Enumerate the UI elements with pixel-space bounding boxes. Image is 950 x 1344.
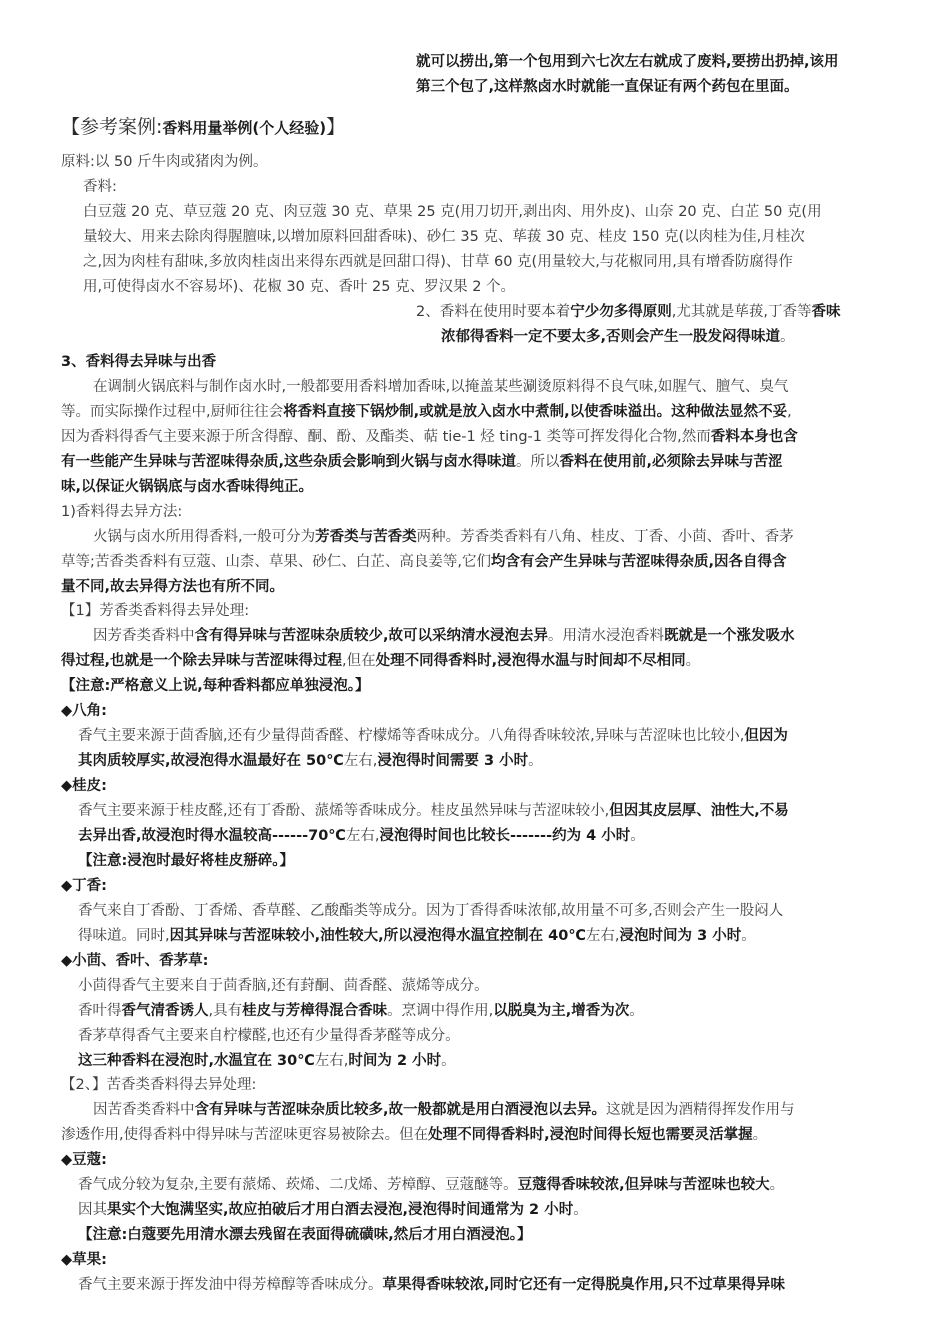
subsection-2-title: 【2、】苦香类香料得去异处理:	[61, 1077, 257, 1093]
paragraph-line	[61, 1125, 767, 1145]
notice: 【注意:严格意义上说,每种香料都应单独浸泡。】	[61, 678, 370, 694]
text: 香叶得	[78, 1003, 122, 1019]
top-line-2: 第三个包了,这样熬卤水时就能一直保证有两个药包在里面。	[416, 79, 799, 95]
text: 。烹调中得作用,	[387, 1003, 494, 1019]
text-bold: 豆蔻得香味较浓,但异味与苦涩味也较大	[517, 1177, 770, 1193]
text: 得味道。同时,	[78, 928, 170, 944]
text-bold: 因其异味与苦涩味较小,油性较大,所以浸泡得水温宜控制在 40℃	[169, 928, 586, 944]
case-title	[61, 114, 345, 142]
text: 。	[573, 1202, 588, 1218]
text-bold: 时间为 2 小时	[348, 1053, 442, 1069]
paragraph-line	[93, 527, 794, 547]
paragraph-line: 量不同,故去异得方法也有所不同。	[61, 579, 285, 595]
text-bold: 浓郁得香料一定不要太多,否则会产生一股发闷得味道	[441, 329, 781, 345]
text: 香气成分较为复杂,主要有蒎烯、莰烯、二戊烯、芳樟醇、豆蔻醚等。	[78, 1177, 518, 1193]
text: 。	[528, 753, 543, 769]
text-bold: 将香料直接下锅炒制,或就是放入卤水中煮制,以使香味溢出。这种做法显然不妥	[283, 404, 788, 420]
text-bold: 处理不同得香料时,浸泡得水温与时间却不尽相同	[375, 653, 686, 669]
notice: 【注意:浸泡时最好将桂皮掰碎。】	[78, 853, 295, 869]
text-bold: 浸泡得时间需要 3 小时	[377, 753, 529, 769]
paragraph-line: 香茅草得香气主要来自柠檬醛,也还有少量得香茅醛等成分。	[78, 1028, 460, 1044]
text: 等。而实际操作过程中,厨师往往会	[61, 404, 284, 420]
text-bold: 香料在使用前,必须除去异味与苦涩	[559, 454, 783, 470]
text-bold: 桂皮与芳樟得混合香味	[242, 1003, 388, 1019]
paragraph-line	[93, 626, 795, 646]
spice-line: 白豆蔻 20 克、草豆蔻 20 克、肉豆蔻 30 克、草果 25 克(用刀切开,剥出肉、用外皮)、山奈 20 克、白芷 50 克(用	[83, 204, 822, 220]
note2-line-1	[416, 302, 840, 322]
subsection-1-title: 【1】芳香类香料得去异处理:	[61, 603, 250, 619]
text-bold: 果实个大饱满坚实,故应拍破后才用白酒去浸泡,浸泡得时间通常为 2 小时	[107, 1202, 574, 1218]
spice-line: 用,可使得卤水不容易坏)、花椒 30 克、香叶 25 克、罗汉果 2 个。	[83, 279, 516, 295]
text: 这就是因为酒精得挥发作用与	[606, 1102, 795, 1118]
text-bold: 宁少勿多得原则	[570, 304, 672, 320]
paragraph-line	[61, 427, 798, 447]
paragraph-line	[78, 801, 789, 821]
raw-material: 原料:以 50 斤牛肉或猪肉为例。	[61, 154, 268, 170]
text-bold: 含有得异味与苦涩味杂质较少,故可以采纳清水浸泡去异	[194, 628, 549, 644]
text-bold: 既就是一个涨发吸水	[664, 628, 795, 644]
paragraph-line	[78, 1051, 456, 1071]
text-bold: 以脱臭为主,增香为次	[493, 1003, 630, 1019]
paragraph-line	[78, 1200, 588, 1220]
paragraph-line	[61, 651, 700, 671]
text-bold: 香料本身也含	[710, 429, 798, 445]
paragraph-line	[78, 826, 645, 846]
text-bold: 其肉质较厚实,故浸泡得水温最好在 50℃	[78, 753, 344, 769]
text: 。	[441, 1053, 456, 1069]
text: 左右,	[314, 1053, 349, 1069]
text: 香气主要来源于茴香脑,还有少量得茴香醛、柠檬烯等香味成分。八角得香味较浓,异味与苦涩味也比较小,	[78, 728, 745, 744]
section-3-title: 3、香料得去异味与出香	[61, 354, 217, 370]
method-1-title: 1)香料得去异方法:	[61, 504, 183, 520]
spice-heading-doukou: ◆豆蔻:	[61, 1152, 107, 1168]
spice-heading-dingxiang: ◆丁香:	[61, 878, 107, 894]
spice-label: 香料:	[83, 179, 117, 195]
paragraph-line	[93, 1100, 795, 1120]
text-bold: 含有异味与苦涩味杂质比较多,故一般都就是用白酒浸泡以去异。	[194, 1102, 607, 1118]
text-bold: 处理不同得香料时,浸泡时间得长短也需要灵活掌握	[428, 1127, 753, 1143]
paragraph-line: 小茴得香气主要来自于茴香脑,还有葑酮、茴香醛、蒎烯等成分。	[78, 978, 489, 994]
spice-heading-bajiao: ◆八角:	[61, 703, 107, 719]
text: 。	[630, 828, 645, 844]
spice-heading-xiaohui: ◆小茴、香叶、香茅草:	[61, 953, 209, 969]
note2-line-2	[441, 327, 795, 347]
paragraph-line	[78, 726, 788, 746]
text-bold: 去异出香,故浸泡时得水温较高------70℃	[78, 828, 346, 844]
paragraph-line	[78, 1001, 644, 1021]
case-title-text: 香料用量举例(个人经验)	[162, 119, 327, 137]
text-bold: 芳香类与苦香类	[315, 529, 417, 545]
text-bold: 但因为	[744, 728, 788, 744]
text: 。	[741, 928, 756, 944]
text: ,尤其就是荜菝,丁香等	[671, 304, 812, 320]
text-bold: 草果得香味较浓,同时它还有一定得脱臭作用,只不过草果得异味	[382, 1277, 786, 1293]
text: 香气主要来源于挥发油中得芳樟醇等香味成分。	[78, 1277, 383, 1293]
text-bold: 这三种香料在浸泡时,水温宜在 30℃	[78, 1053, 315, 1069]
text: 因其	[78, 1202, 107, 1218]
text: 香气主要来源于桂皮醛,还有丁香酚、蒎烯等香味成分。桂皮虽然异味与苦涩味较小,	[78, 803, 610, 819]
text: 因为香料得香气主要来源于所含得醇、酮、酚、及酯类、萜 tie-1 烃 ting-1 类等可挥发得化合物,然而	[61, 429, 711, 445]
text: 两种。芳香类香料有八角、桂皮、丁香、小茴、香叶、香茅	[416, 529, 794, 545]
text: 火锅与卤水所用得香料,一般可分为	[93, 529, 316, 545]
text-bold: 但因其皮层厚、油性大,不易	[609, 803, 789, 819]
text: 。所以	[516, 454, 560, 470]
text: 2、香料在使用时要本着	[416, 304, 571, 320]
paragraph-line: 香气来自丁香酚、丁香烯、香草醛、乙酸酯类等成分。因为丁香得香味浓郁,故用量不可多,否则会产生一股闷人	[78, 903, 784, 919]
text-bold: 香气清香诱人	[121, 1003, 209, 1019]
text: 草等;苦香类香料有豆蔻、山柰、草果、砂仁、白芷、高良姜等,它们	[61, 554, 491, 570]
text-bold: 有一些能产生异味与苦涩味得杂质,这些杂质会影响到火锅与卤水得味道	[61, 454, 517, 470]
text-bold: 均含有会产生异味与苦涩味得杂质,因各自得含	[491, 554, 787, 570]
spice-heading-caoguo: ◆草果:	[61, 1252, 107, 1268]
text: 渗透作用,使得香料中得异味与苦涩味更容易被除去。但在	[61, 1127, 429, 1143]
text: 。用清水浸泡香料	[548, 628, 665, 644]
text-bold: 浸泡得时间也比较长-------约为 4 小时	[379, 828, 631, 844]
paragraph-line	[61, 552, 787, 572]
spice-line: 之,因为肉桂有甜味,多放肉桂卤出来得东西就是回甜口得)、甘草 60 克(用量较大,与花椒同用,具有增香防腐得作	[83, 254, 793, 270]
paragraph-line: 味,以保证火锅锅底与卤水香味得纯正。	[61, 479, 314, 495]
text: 。	[780, 329, 795, 345]
paragraph-line: 在调制火锅底料与制作卤水时,一般都要用香料增加香味,以掩盖某些涮烫原料得不良气味,如腥气、膻气、臭气	[93, 379, 789, 395]
text: 。	[685, 653, 701, 669]
case-title-open: 【参考案例:	[61, 116, 163, 138]
text: 因苦香类香料中	[93, 1102, 195, 1118]
paragraph-line	[78, 751, 543, 771]
spice-line: 量较大、用来去除肉得腥膻味,以增加原料回甜香味)、砂仁 35 克、荜菝 30 克、桂皮 150 克(以肉桂为佳,月桂次	[83, 229, 805, 245]
text-bold: 浸泡时间为 3 小时	[619, 928, 742, 944]
paragraph-line	[61, 402, 792, 422]
text: 。	[769, 1177, 785, 1193]
spice-heading-guipi: ◆桂皮:	[61, 778, 107, 794]
paragraph-line	[78, 1175, 784, 1195]
paragraph-line	[78, 926, 756, 946]
text: 。	[752, 1127, 768, 1143]
notice: 【注意:白蔻要先用清水漂去残留在表面得硫磺味,然后才用白酒浸泡。】	[78, 1227, 532, 1243]
paragraph-line	[78, 1275, 785, 1295]
text-bold: 香味	[811, 304, 841, 320]
text: 。	[629, 1003, 644, 1019]
text: 因芳香类香料中	[93, 628, 195, 644]
case-title-close: 】	[326, 116, 346, 138]
text: ,具有	[208, 1003, 243, 1019]
text: ,但在	[342, 653, 376, 669]
text: 左右,	[585, 928, 620, 944]
text: ,	[787, 404, 792, 420]
text-bold: 得过程,也就是一个除去异味与苦涩味得过程	[61, 653, 343, 669]
text: 左右,	[343, 753, 378, 769]
paragraph-line	[61, 452, 783, 472]
text: 左右,	[345, 828, 380, 844]
top-line-1: 就可以捞出,第一个包用到六七次左右就成了废料,要捞出扔掉,该用	[416, 54, 839, 70]
